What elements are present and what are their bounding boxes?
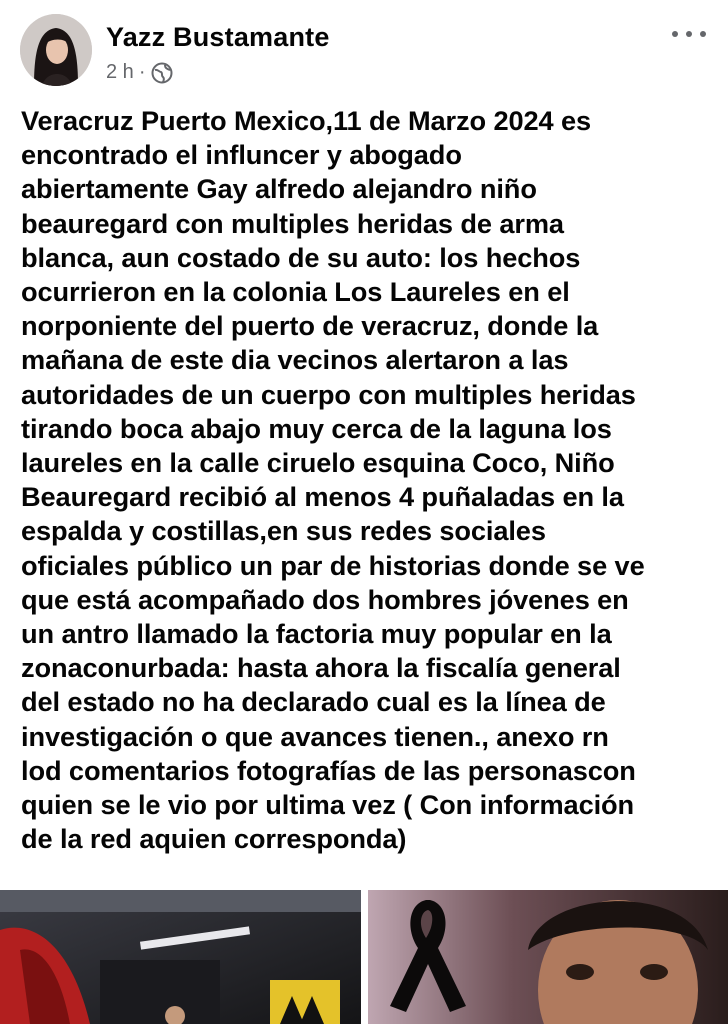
post-photos	[0, 890, 728, 1024]
author-name[interactable]: Yazz Bustamante	[106, 22, 330, 52]
post-timestamp[interactable]: 2 h	[106, 61, 134, 83]
more-options-icon[interactable]	[672, 24, 706, 44]
avatar-photo	[20, 14, 92, 86]
more-dot	[700, 31, 706, 37]
post-photo-1[interactable]	[0, 890, 361, 1024]
post-text: Veracruz Puerto Mexico,11 de Marzo 2024 es encontrado el influncer y abogado abiertamente Gay alfredo alejandro niño beauregard con multiples heridas de arma blanca, aun costado de su auto: los hechos ocurrieron en la colonia Los Laureles en el norponiente del puerto de veracruz, donde la mañana de este dia vecinos alertaron a las autoridades de un cuerpo con multiples heridas tirando boca abajo muy cerca de la laguna los laureles en la calle ciruelo esquina Coco, Niño Beauregard recibió al menos 4 puñaladas en la espalda y costillas,en sus redes sociales oficiales público un par de historias donde se ve que está acompañado dos hombres jóvenes en un antro llamado la factoria muy popular en la zonaconurbada: hasta ahora la fiscalía general del estado no ha declarado cual es la línea de investigación o que avances tienen., anexo rn lod comentarios fotografías de las personascon quien se le vio por ultima vez ( Con información de la red aquien corresponda)	[21, 105, 645, 855]
more-dot	[686, 31, 692, 37]
author-avatar[interactable]	[20, 14, 92, 86]
globe-icon[interactable]	[151, 62, 173, 84]
post-meta	[106, 61, 173, 84]
more-dot	[672, 31, 678, 37]
post-header	[0, 0, 728, 100]
post-photo-2[interactable]	[368, 890, 728, 1024]
meta-separator: ·	[138, 61, 146, 83]
